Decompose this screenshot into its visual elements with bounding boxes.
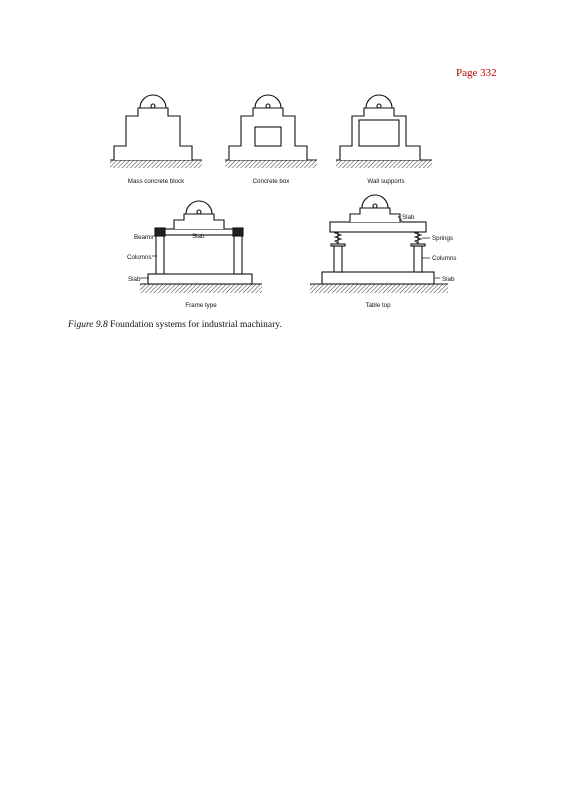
- label-slab-table-top: Slab: [402, 214, 415, 221]
- table-top-diagram: [310, 195, 448, 293]
- label-columns-table: Columns: [432, 255, 457, 262]
- wall-supports-diagram: [336, 95, 432, 168]
- label-wall-supports: Wall supports: [367, 178, 405, 185]
- frame-type-diagram: [140, 201, 262, 293]
- label-beams: Beams: [134, 234, 154, 241]
- caption-text: Foundation systems for industrial machinary.: [107, 320, 282, 330]
- label-table-top: Table top: [365, 302, 391, 309]
- label-slab-table-base: Slab: [442, 276, 455, 283]
- label-frame-type: Frame type: [185, 302, 217, 309]
- label-springs: Springs: [432, 235, 453, 242]
- label-slab-frame-top: Slab: [192, 233, 205, 240]
- mass-concrete-block-diagram: [110, 95, 202, 168]
- label-slab-frame-base: Slab: [128, 276, 141, 283]
- label-concrete-box: Concrete box: [252, 178, 290, 185]
- figure-number: Figure 9.8: [68, 320, 108, 330]
- concrete-box-diagram: [225, 95, 317, 168]
- figure-caption: [68, 320, 282, 330]
- foundation-systems-figure: [104, 88, 468, 316]
- label-mass-concrete-block: Mass concrete block: [127, 178, 185, 185]
- label-columns-frame: Columns: [127, 254, 152, 261]
- page-number: Page 332: [456, 67, 497, 79]
